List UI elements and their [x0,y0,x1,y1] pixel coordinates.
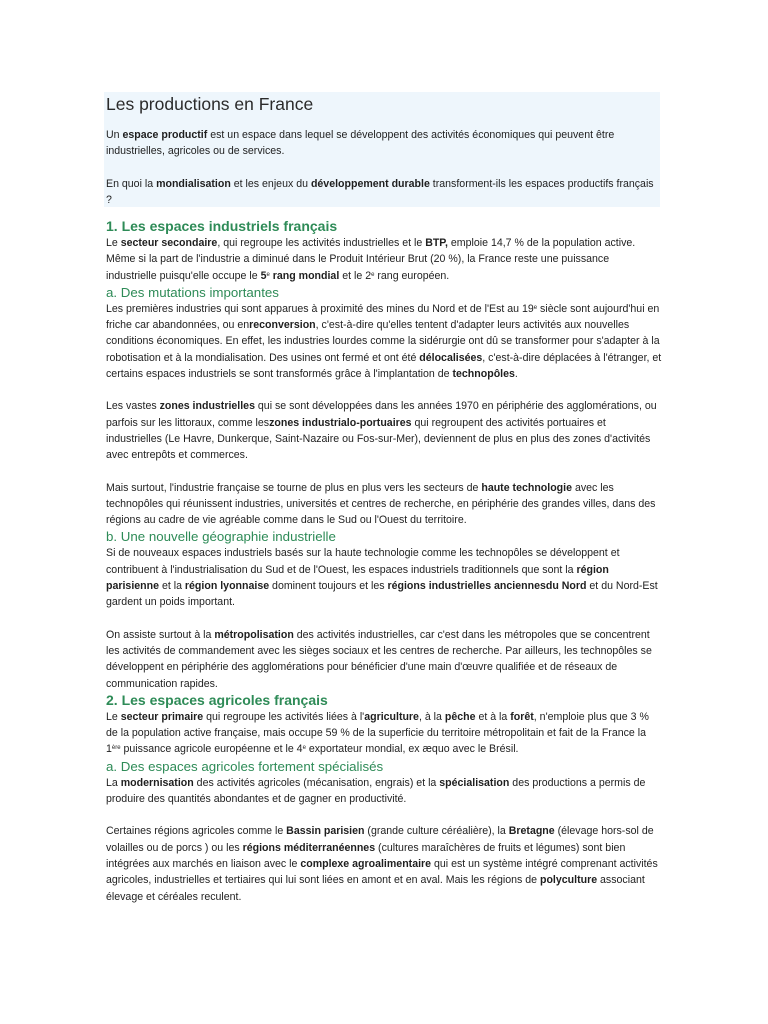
text-run: (élevage hors-sol de volailles ou de porcs ) ou les [106,825,654,854]
text-run: est un espace dans lequel se développent des activités économiques qui peuvent être industrielles, agricoles ou de services. [106,129,615,158]
bold-term: Bassin parisien [286,825,365,838]
text-run: (cultures maraîchères de fruits et légumes) sont bien intégrées aux marchés en liaison avec le [106,841,626,870]
bold-term: délocalisées [419,351,483,364]
text-run: (grande culture céréalière), la [364,825,509,838]
bold-term: secteur secondaire [120,237,218,249]
text-run: qui regroupent des activités portuaires et industrielles (Le Havre, Dunkerque, Saint-Nazaire ou Fos-sur-Mer), deviennent de plus en plus des zones d'activités avec entrepôts et commerces. [106,416,651,462]
bold-term: développement durable [310,177,430,190]
text-run: et du Nord-Est gardent un poids important. [106,580,658,609]
bold-term: zones industrielles [159,400,255,413]
text-run: et à la [475,710,511,723]
text-run: On assiste surtout à la [106,628,215,641]
section-1-intro [106,235,662,284]
section-2a-paragraph-2 [106,823,662,904]
text-run: siècle sont aujourd'hui en friche car abandonnées, ou en [106,302,660,332]
text-run: , à la [418,710,445,723]
text-run: qui se sont développées dans les années 1970 en périphérie des agglomérations, ou parfois sur les littoraux, comme les [106,400,657,429]
bold-term: spécialisation [439,776,510,789]
text-run: dominent toujours et les [269,580,388,593]
bold-term: rang mondial [269,269,340,282]
text-run: rang européen. [374,269,450,282]
text-run: exportateur mondial, ex æquo avec le Brésil. [305,743,519,756]
text-run: emploie 14,7 % de la population active. Même si la part de l'industrie a diminué dans le Produit Intérieur Brut (20 %), la France reste une puissance industrielle puisqu'elle occupe le [106,237,636,282]
bold-term: métropolisation [214,628,294,641]
text-run: , qui regroupe les activités industrielles et le [217,237,426,249]
text-run: Les vastes [106,400,160,413]
text-run: Le [106,710,121,723]
text-run: Un [106,129,123,141]
bold-term: secteur primaire [120,710,204,723]
bold-term: régions méditerranéennes [242,841,376,854]
text-run: et la [159,580,185,593]
bold-term: zones industrialo-portuaires [269,416,412,429]
text-run: Si de nouveaux espaces industriels basés sur la haute technologie comme les technopôles se développent et contribuent à l'industrialisation du Sud et de l'Ouest, les espaces industriels traditionnels que sont la [106,547,620,576]
text-run: , n'emploie plus que 3 % de la population active française, mais occupe 59 % de la superficie du territoire métropolitain et fait de la France la 1 [106,710,649,756]
text-run: Le [106,237,121,249]
text-run: , c'est-à-dire déplacées à l'étranger, et certains espaces industriels se sont transformés grâce à l'implantation de [106,351,662,381]
bold-term: reconversion [249,319,316,332]
section-1a-paragraph-2 [106,398,662,463]
page-title: Les productions en France [106,94,314,114]
bold-term: pêche [444,710,476,723]
bold-term: modernisation [120,776,194,789]
section-2-intro [106,709,662,758]
superscript: e [371,271,375,278]
text-run: . [514,368,518,381]
superscript: e [302,745,306,752]
bold-term: région lyonnaise [184,580,270,593]
intro-box [104,92,660,207]
document-page [106,92,662,905]
intro-paragraph [106,127,658,160]
text-run: et le 2 [339,269,372,282]
section-1b-paragraph-1 [106,545,662,610]
text-run: En quoi la [106,177,157,190]
text-run: transforment-ils les espaces productifs français ? [106,177,654,206]
text-run: des activités industrielles, car c'est dans les métropoles que se concentrent les activités de commandement avec les sièges sociaux et les centres de recherche. Par ailleurs, les technopôles se développent en périphérie des agglomérations pour bénéficier d'une main d'œuvre qualifiée et de réseaux de communication rapides. [106,628,652,690]
section-1a-paragraph-1 [106,301,662,382]
section-2a-paragraph-1 [106,775,662,808]
superscript: e [266,271,270,278]
section-1a-heading: a. Des mutations importantes [106,284,279,300]
text-run: avec les technopôles qui réunissent industries, universités et centres de recherche, en périphérie des grandes villes, dans des régions au cadre de vie agréable comme dans le Sud ou l'Ouest du territoire. [106,481,656,527]
problematic-question [106,176,658,209]
section-2a-heading: a. Des espaces agricoles fortement spécialisés [106,758,384,774]
text-run: Certaines régions agricoles comme le [106,825,287,838]
text-run: Mais surtout, l'industrie française se tourne de plus en plus vers les secteurs de [106,481,482,494]
bold-term: polyculture [539,874,598,887]
superscript: e [533,304,538,311]
bold-term: complexe agroalimentaire [300,857,432,870]
section-2-heading: 2. Les espaces agricoles français [106,691,328,708]
section-1a-paragraph-3 [106,480,662,529]
text-run: associant élevage et céréales reculent. [106,874,645,903]
text-run: , c'est-à-dire qu'elles tentent d'adapter leurs activités aux nouvelles conditions économiques. En effet, les industries lourdes comme la sidérurgie ont dû se transformer pour s'adapter à la robotisation et à la mondialisation. Des usines ont fermé et ont été [106,319,660,364]
bold-term: région parisienne [106,563,609,593]
section-1b-paragraph-2 [106,627,662,692]
bold-term: mondialisation [156,177,231,190]
bold-term: agriculture [364,710,419,723]
bold-term: technopôles [452,368,515,381]
bold-term: espace productif [122,129,208,141]
text-run: Les premières industries qui sont apparues à proximité des mines du Nord et de l'Est au 19 [106,302,534,315]
section-1b-heading: b. Une nouvelle géographie industrielle [106,529,336,545]
bold-term: haute technologie [481,481,572,494]
bold-term: régions industrielles anciennesdu Nord [387,580,587,593]
text-run: et les enjeux du [230,177,311,190]
text-run: La [106,776,121,789]
text-run: qui est un système intégré comprenant activités agricoles, industrielles et tertiaires qui lui sont liées en amont et en aval. Mais les régions de [106,857,658,887]
text-run: des activités agricoles (mécanisation, engrais) et la [193,776,440,789]
superscript: ère [111,745,121,752]
text-run: qui regroupe les activités liées à l' [203,710,365,723]
text-run: des productions a permis de produire des quantités abondantes et de gagner en productivité. [106,776,646,806]
bold-term: forêt [510,710,534,723]
text-run: puissance agricole européenne et le 4 [120,743,303,756]
section-1-heading: 1. Les espaces industriels français [106,218,338,234]
bold-term: BTP, [425,237,448,249]
bold-term: Bretagne [508,825,555,838]
bold-term: 5 [260,269,267,282]
